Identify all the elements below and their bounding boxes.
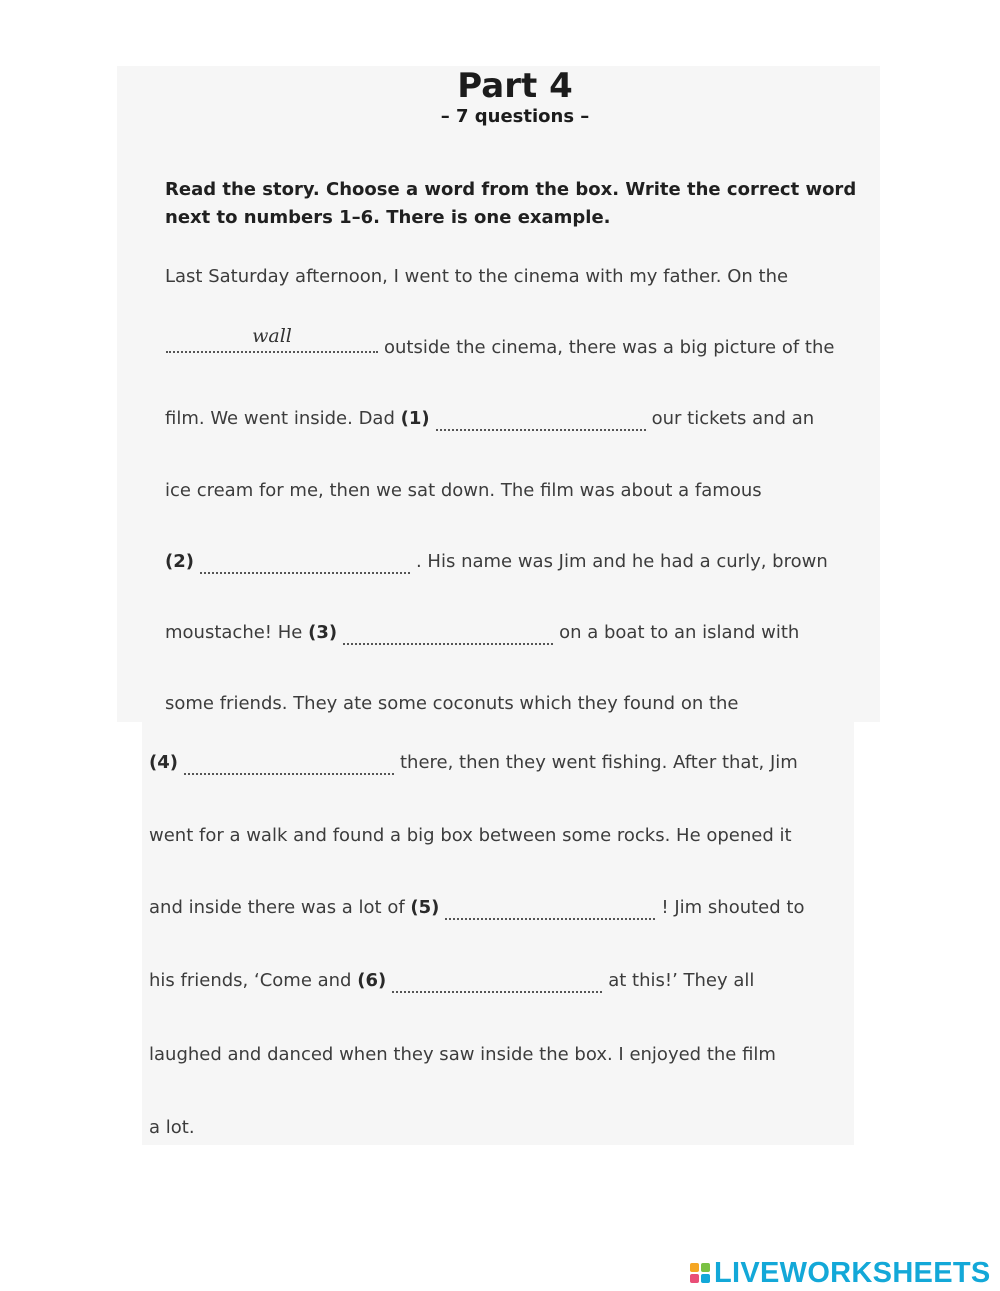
brand-name: LIVEWORKSHEETS <box>714 1256 991 1289</box>
story-line-7: some friends. They ate some coconuts which they found on the <box>165 693 739 714</box>
story-line-1: Last Saturday afternoon, I went to the cinema with my father. On the <box>165 266 789 287</box>
instructions-text: Read the story. Choose a word from the box. Write the correct word next to numbers 1–6. There is one example. <box>165 179 857 228</box>
story-line-12: laughed and danced when they saw inside the box. I enjoyed the film <box>149 1044 776 1065</box>
story-line-10 <box>149 897 804 920</box>
story-text: outside the cinema, there was a big picture of the <box>384 337 835 358</box>
story-text: moustache! He <box>165 622 303 643</box>
question-number-6: (6) <box>357 970 387 991</box>
answer-input-6[interactable] <box>392 971 602 993</box>
story-line-3 <box>165 408 814 431</box>
story-line-6 <box>165 622 799 645</box>
answer-input-4[interactable] <box>184 753 394 775</box>
story-line-11 <box>149 970 754 993</box>
page-subtitle: – 7 questions – <box>440 106 590 127</box>
story-line-13: a lot. <box>149 1117 195 1138</box>
liveworksheets-logo[interactable] <box>690 1258 991 1288</box>
colored-squares-icon <box>690 1263 710 1283</box>
answer-input-5[interactable] <box>445 898 655 920</box>
story-line-4: ice cream for me, then we sat down. The film was about a famous <box>165 480 762 501</box>
example-answer: wall <box>252 325 292 347</box>
question-number-4: (4) <box>149 752 178 773</box>
story-line-2 <box>160 325 835 358</box>
example-blank <box>166 325 378 353</box>
answer-input-3[interactable] <box>343 623 553 645</box>
scanned-page-bottom <box>142 722 854 1145</box>
answer-input-2[interactable] <box>200 552 410 574</box>
page-title: Part 4 <box>457 66 573 106</box>
question-number-5: (5) <box>410 897 440 918</box>
story-line-8 <box>149 752 798 775</box>
story-text: ! Jim shouted to <box>661 897 805 918</box>
story-line-5 <box>165 551 828 574</box>
story-text: . His name was Jim and he had a curly, brown <box>415 551 828 572</box>
story-text: film. We went inside. Dad <box>165 408 395 429</box>
question-number-1: (1) <box>400 408 430 429</box>
story-text: his friends, ‘Come and <box>149 970 352 991</box>
story-text: and inside there was a lot of <box>149 897 405 918</box>
story-text: our tickets and an <box>651 408 815 429</box>
answer-input-1[interactable] <box>436 409 646 431</box>
story-line-9: went for a walk and found a big box between some rocks. He opened it <box>149 825 792 846</box>
story-text: on a boat to an island with <box>559 622 800 643</box>
story-text: at this!’ They all <box>608 970 755 991</box>
story-text: there, then they went fishing. After that, Jim <box>399 752 798 773</box>
question-number-3: (3) <box>308 622 338 643</box>
question-number-2: (2) <box>165 551 194 572</box>
